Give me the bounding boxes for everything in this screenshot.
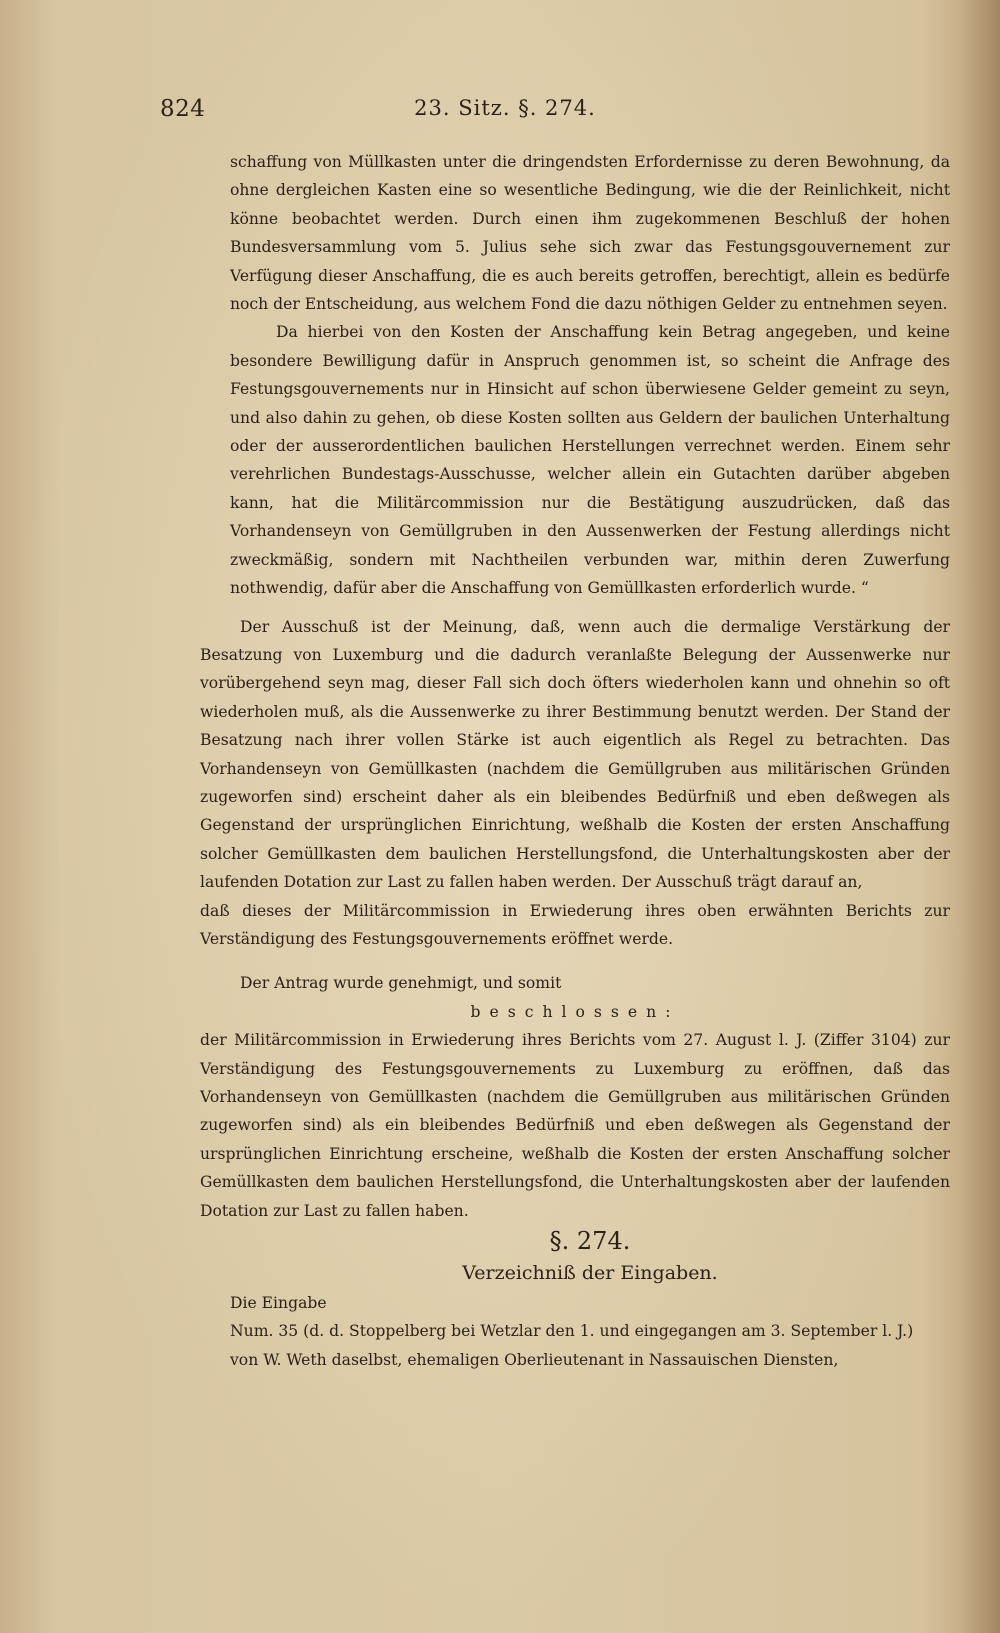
resolution bbox=[200, 969, 950, 1225]
committee-opinion bbox=[200, 613, 950, 954]
quote-paragraph-1: schaffung von Müllkasten unter die dringendsten Erfordernisse zu deren Bewohnung, da ohne dergleichen Kasten eine so wesentliche Bedingung, wie die der Reinlichkeit, nicht könne beobachtet werden. Durch einen ihm zugekommenen Beschluß der hohen Bundesversammlung vom 5. Julius sehe sich zwar das Festungsgouvernement zur Verfügung dieser Anschaffung, die es auch bereits getroffen, berechtigt, allein es bedürfe noch der Entscheidung, aus welchem Fond die dazu nöthigen Gelder zu entnehmen seyen. bbox=[230, 153, 950, 314]
section-number: §. 274. bbox=[549, 1227, 631, 1256]
body-text bbox=[200, 148, 950, 1374]
section-274 bbox=[230, 1225, 950, 1374]
page-header bbox=[160, 96, 850, 136]
entry-label: Die Eingabe bbox=[230, 1294, 327, 1313]
entry-line-2: von W. Weth daselbst, ehemaligen Oberlieutenant in Nassauischen Diensten, bbox=[230, 1350, 839, 1369]
committee-motion: daß dieses der Militärcommission in Erwiederung ihres oben erwähnten Berichts zur Verständigung des Festungsgouvernements eröffnet werde. bbox=[200, 901, 950, 948]
resolution-text: der Militärcommission in Erwiederung ihres Berichts vom 27. August l. J. (Ziffer 3104) zur Verständigung des Festungsgouvernements zu Luxemburg zu eröffnen, daß das Vorhandenseyn von Gemüllkasten (nachdem die Gemüllgruben aus militärischen Gründen zugeworfen sind) als ein bleibendes Bedürfniß und eben deßwegen als Gegenstand der ursprünglichen Einrichtung erscheine, weßhalb die Kosten der ersten Anschaffung solcher Gemüllkasten dem baulichen Herstellungsfond, die Unterhaltungskosten aber der laufenden Dotation zur Last zu fallen haben. bbox=[200, 1031, 950, 1220]
page-number: 824 bbox=[160, 96, 206, 122]
committee-paragraph: Der Ausschuß ist der Meinung, daß, wenn auch die dermalige Verstärkung der Besatzung von Luxemburg und die dadurch veranlaßte Belegung der Aussenwerke nur vorübergehend seyn mag, dieser Fall sich doch öfters wiederholen kann und ohnehin so oft wiederholen muß, als die Aussenwerke zu ihrer Bestimmung benutzt werden. Der Stand der Besatzung nach ihrer vollen Stärke ist auch eigentlich als Regel zu betrachten. Das Vorhandenseyn von Gemüllkasten (nachdem die Gemüllgruben aus militärischen Gründen zugeworfen sind) erscheint daher als ein bleibendes Bedürfniß und eben deßwegen als Gegenstand der ursprünglichen Einrichtung, weßhalb die Kosten der ersten Anschaffung solcher Gemüllkasten dem baulichen Herstellungsfond, die Unterhaltungskosten aber der laufenden Dotation zur Last zu fallen haben werden. Der Ausschuß trägt darauf an, bbox=[200, 617, 950, 892]
running-head: 23. Sitz. §. 274. bbox=[414, 96, 596, 120]
resolution-keyword: beschlossen: bbox=[470, 1002, 680, 1021]
book-spine-shadow bbox=[960, 0, 1000, 1633]
resolution-intro: Der Antrag wurde genehmigt, und somit bbox=[240, 974, 562, 993]
section-title: Verzeichniß der Eingaben. bbox=[462, 1262, 718, 1285]
quote-paragraph-2: Da hierbei von den Kosten der Anschaffung kein Betrag angegeben, und keine besondere Bewilligung dafür in Anspruch genommen ist, so scheint die Anfrage des Festungsgouvernements nur in Hinsicht auf schon überwiesene Gelder gemeint zu seyn, und also dahin zu gehen, ob diese Kosten sollten aus Geldern der baulichen Unterhaltung oder der ausserordentlichen baulichen Herstellungen verrechnet werden. Einem sehr verehrlichen Bundestags-Ausschusse, welcher allein ein Gutachten darüber abgeben kann, hat die Militärcommission nur die Bestätigung auszudrücken, daß das Vorhandenseyn von Gemüllgruben in den Aussenwerken der Festung allerdings nicht zweckmäßig, sondern mit Nachtheilen verbunden war, mithin deren Zuwerfung nothwendig, dafür aber die Anschaffung von Gemüllkasten erforderlich wurde. “ bbox=[230, 323, 950, 598]
quoted-report bbox=[230, 148, 950, 603]
entry-line-1: Num. 35 (d. d. Stoppelberg bei Wetzlar den 1. und eingegangen am 3. September l. J.) bbox=[230, 1322, 914, 1341]
